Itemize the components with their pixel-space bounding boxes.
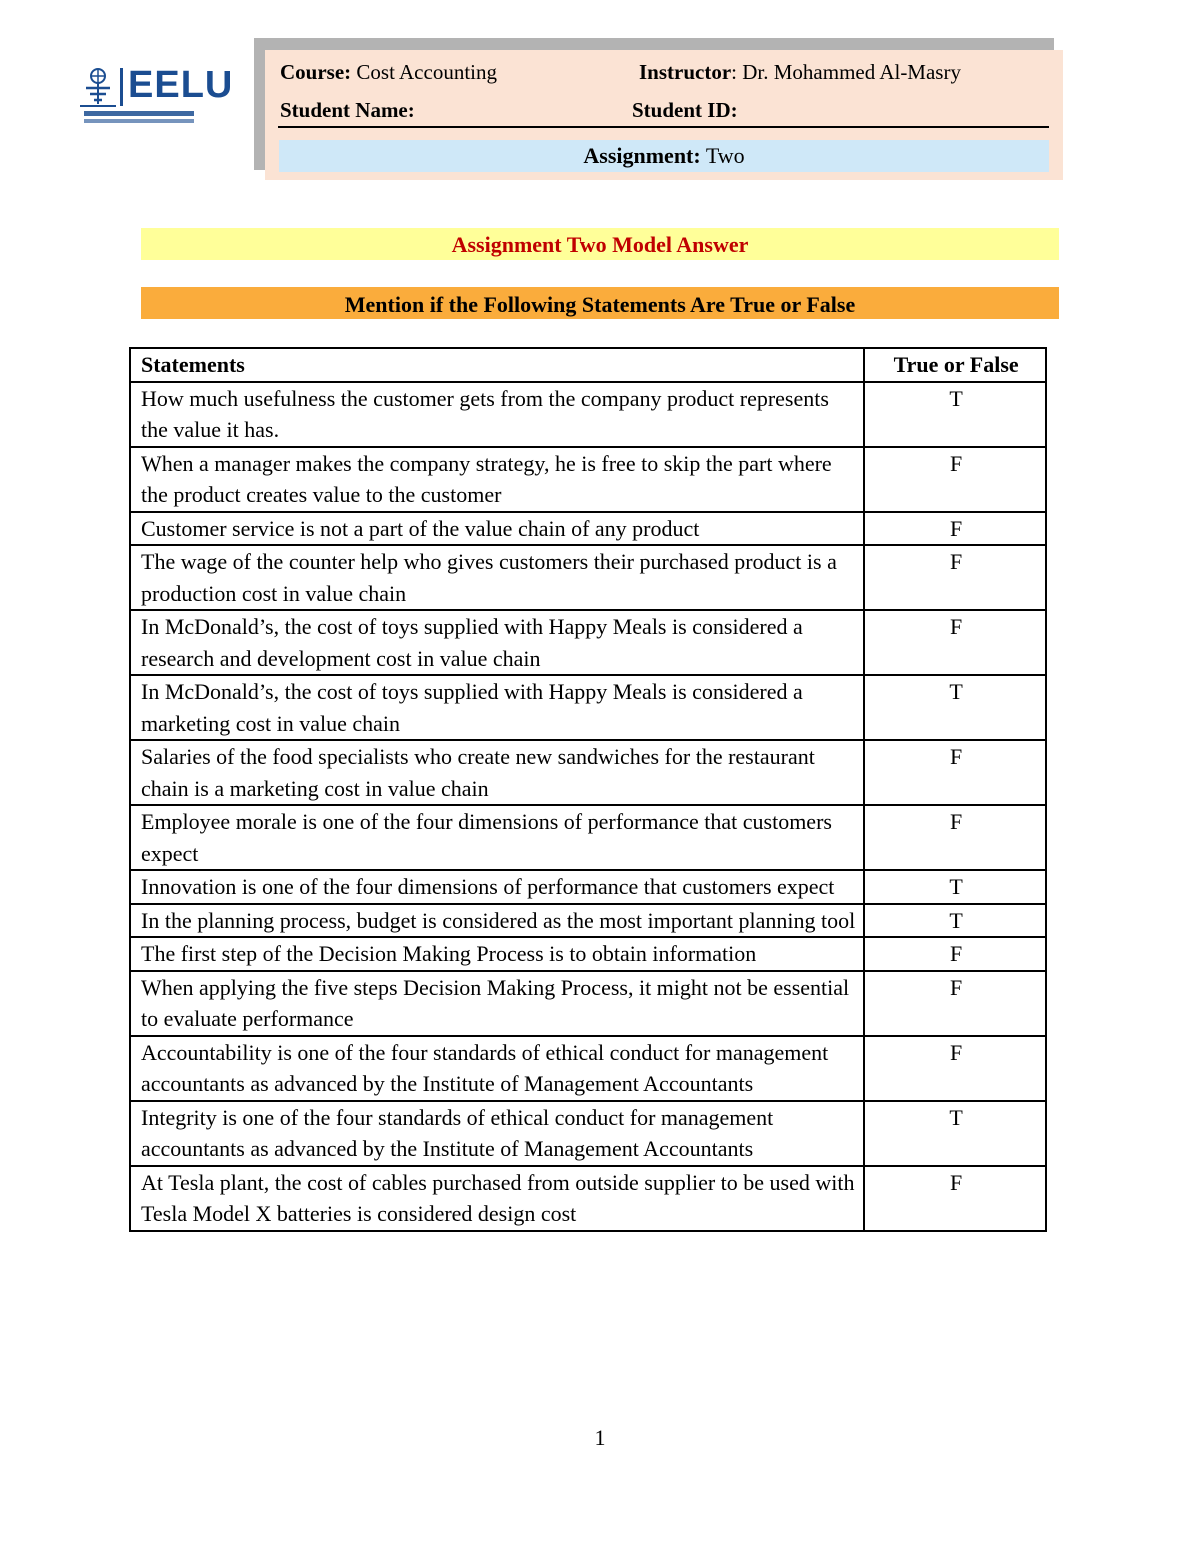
page-number: 1 [594, 1425, 606, 1450]
header-divider [278, 126, 1049, 128]
statement-cell: Salaries of the food specialists who create new sandwiches for the restaurant chain is a marketing cost in value chain [130, 740, 864, 805]
student-id-label: Student ID: [632, 98, 738, 122]
table-row [130, 1036, 1046, 1101]
statement-cell: Customer service is not a part of the value chain of any product [130, 512, 864, 546]
answer-cell: T [864, 1101, 1046, 1166]
statement-cell: Integrity is one of the four standards of ethical conduct for management accountants as advanced by the Institute of Management Accountants [130, 1101, 864, 1166]
table-row [130, 904, 1046, 938]
table-row [130, 545, 1046, 610]
statement-cell: Employee morale is one of the four dimensions of performance that customers expect [130, 805, 864, 870]
table-row [130, 740, 1046, 805]
statement-cell: In McDonald’s, the cost of toys supplied with Happy Meals is considered a marketing cost in value chain [130, 675, 864, 740]
student-name-label: Student Name: [280, 98, 415, 122]
statement-cell: Innovation is one of the four dimensions of performance that customers expect [130, 870, 864, 904]
true-false-table [129, 347, 1047, 1232]
table-row [130, 675, 1046, 740]
answer-cell: F [864, 1036, 1046, 1101]
logo-wordmark: EELU [128, 64, 234, 106]
answer-cell: F [864, 512, 1046, 546]
statement-cell: How much usefulness the customer gets from the company product represents the value it has. [130, 382, 864, 447]
instructor-line [639, 60, 961, 85]
course-label: Course: [280, 60, 352, 84]
model-answer-banner: Assignment Two Model Answer [141, 228, 1059, 260]
answer-cell: T [864, 675, 1046, 740]
table-row [130, 610, 1046, 675]
table-header-row [130, 348, 1046, 382]
assignment-label: Assignment: [583, 143, 701, 168]
table-row [130, 937, 1046, 971]
table-body [130, 382, 1046, 1231]
assignment-value: Two [705, 143, 745, 168]
table-row [130, 447, 1046, 512]
course-line [280, 60, 497, 85]
statement-cell: Accountability is one of the four standards of ethical conduct for management accountants as advanced by the Institute of Management Accountants [130, 1036, 864, 1101]
table-row [130, 971, 1046, 1036]
statement-cell: The first step of the Decision Making Process is to obtain information [130, 937, 864, 971]
university-emblem-icon [76, 64, 126, 110]
logo-subtitle-graphic [82, 110, 200, 126]
course-value: Cost Accounting [356, 60, 497, 84]
instruction-banner: Mention if the Following Statements Are True or False [141, 287, 1059, 319]
answer-cell: F [864, 805, 1046, 870]
answer-cell: F [864, 971, 1046, 1036]
statement-cell: In McDonald’s, the cost of toys supplied with Happy Meals is considered a research and development cost in value chain [130, 610, 864, 675]
statement-cell: When applying the five steps Decision Making Process, it might not be essential to evaluate performance [130, 971, 864, 1036]
instructor-label: Instructor [639, 60, 732, 84]
table-row [130, 512, 1046, 546]
answer-cell: T [864, 382, 1046, 447]
answer-cell: F [864, 740, 1046, 805]
answer-cell: F [864, 1166, 1046, 1231]
table-row [130, 805, 1046, 870]
answer-cell: T [864, 870, 1046, 904]
statement-cell: In the planning process, budget is considered as the most important planning tool [130, 904, 864, 938]
answer-cell: F [864, 937, 1046, 971]
column-header-statements: Statements [130, 348, 864, 382]
table-row [130, 382, 1046, 447]
instructor-value: : Dr. Mohammed Al-Masry [731, 60, 961, 84]
table-row [130, 1101, 1046, 1166]
statement-cell: The wage of the counter help who gives customers their purchased product is a production cost in value chain [130, 545, 864, 610]
table-row [130, 1166, 1046, 1231]
statement-cell: At Tesla plant, the cost of cables purchased from outside supplier to be used with Tesla Model X batteries is considered design cost [130, 1166, 864, 1231]
table-row [130, 870, 1046, 904]
column-header-true-or-false: True or False [864, 348, 1046, 382]
answer-cell: F [864, 610, 1046, 675]
answer-cell: F [864, 447, 1046, 512]
answer-cell: T [864, 904, 1046, 938]
university-logo [76, 64, 234, 130]
answer-cell: F [864, 545, 1046, 610]
assignment-bar [279, 140, 1049, 172]
statement-cell: When a manager makes the company strategy, he is free to skip the part where the product creates value to the customer [130, 447, 864, 512]
